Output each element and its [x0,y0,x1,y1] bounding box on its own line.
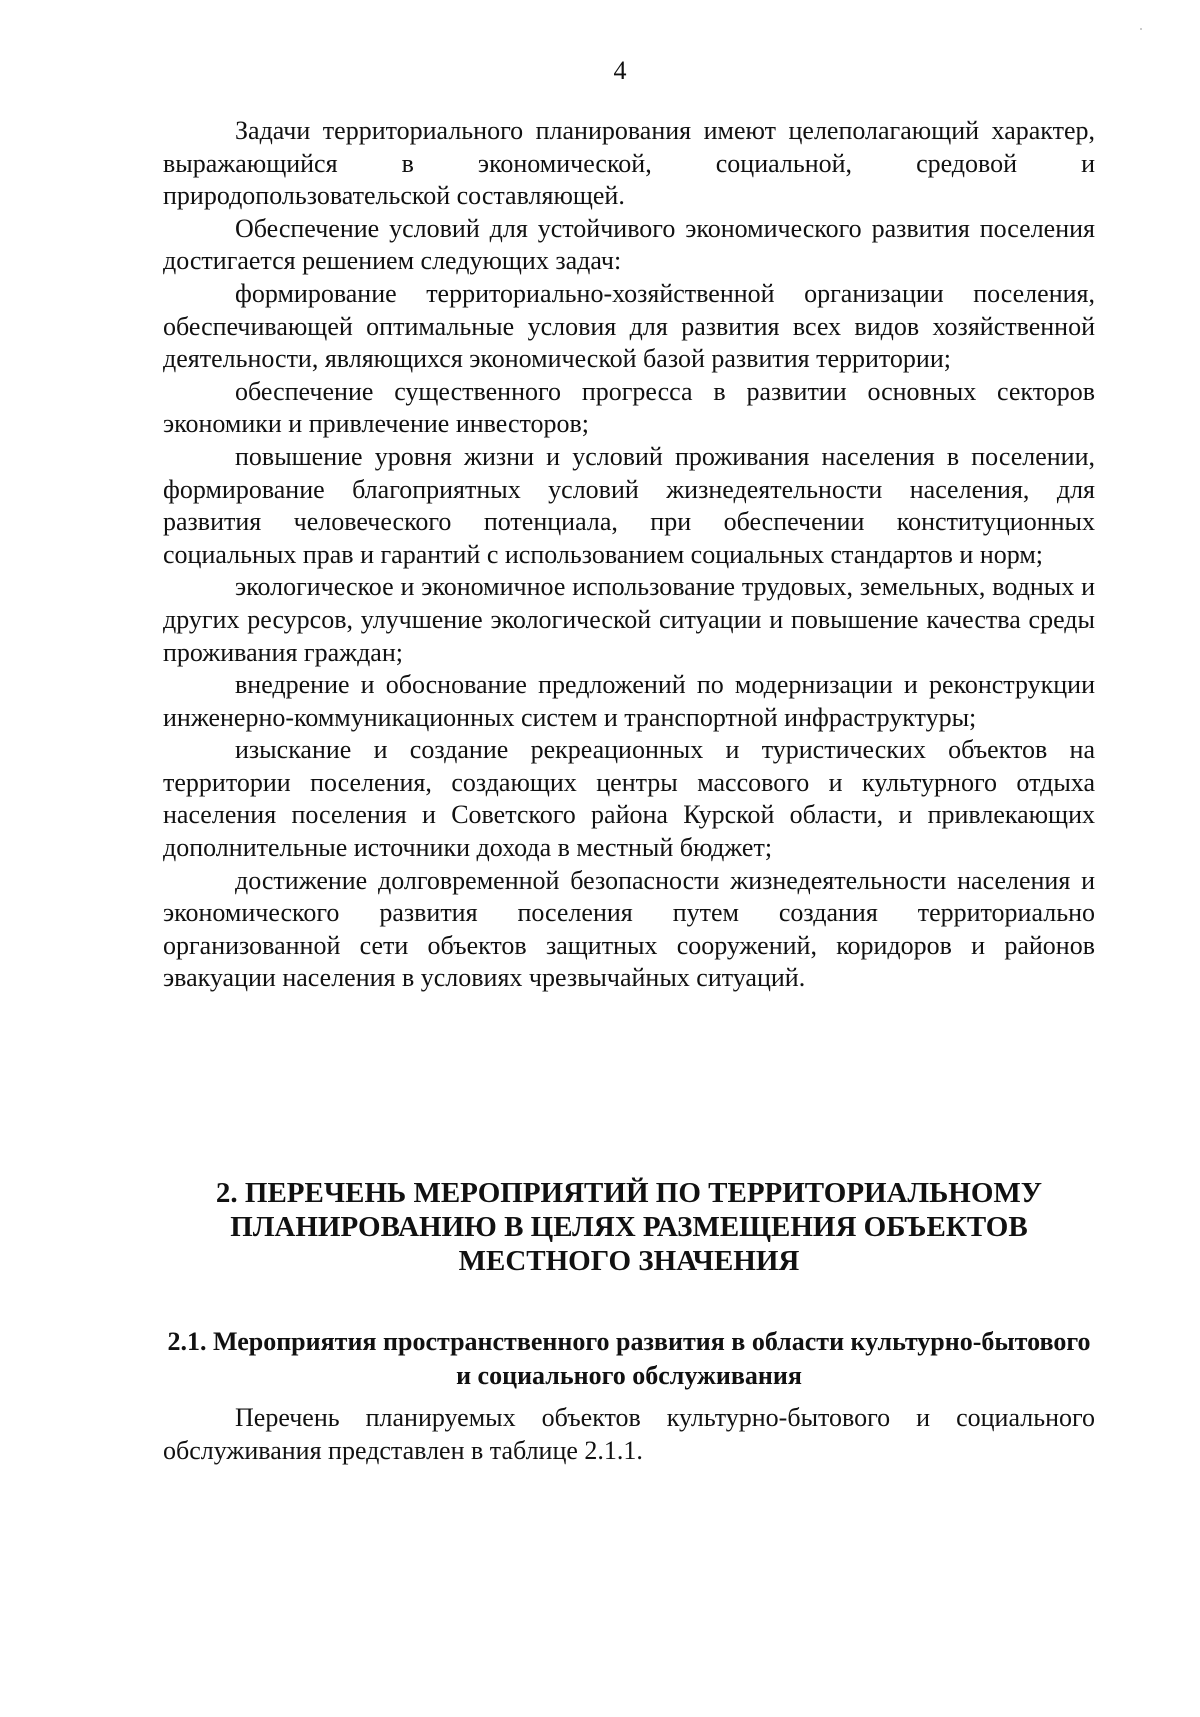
list-item-recreation: изыскание и создание рекреационных и туристических объектов на территории поселения, создающих центры массового и культурного отдыха населения поселения и Советского района Курской области, и привлекающих дополнительные источники дохода в местный бюджет; [163,735,1095,863]
paragraph-goals: Задачи территориального планирования имеют целеполагающий характер, выражающийся в экономической, социальной, средовой и природопользовательской составляющей. [163,116,1095,211]
list-item-economic-progress: обеспечение существенного прогресса в развитии основных секторов экономики и привлечение инвесторов; [163,376,1095,439]
list-item-safety: достижение долговременной безопасности жизнедеятельности населения и экономического развития поселения путем создания территориально организованной сети объектов защитных сооружений, коридоров и районов эвакуации населения в условиях чрезвычайных ситуаций. [163,865,1095,993]
section-title: 2. ПЕРЕЧЕНЬ МЕРОПРИЯТИЙ ПО ТЕРРИТОРИАЛЬНОМУ ПЛАНИРОВАНИЮ В ЦЕЛЯХ РАЗМЕЩЕНИЯ ОБЪЕКТОВ МЕСТНОГО ЗНАЧЕНИЯ [215,1177,1043,1277]
section-headings [163,1176,1095,1393]
body-text [163,115,1095,995]
list-item-living-standards: повышение уровня жизни и условий проживания населения в поселении, формирование благоприятных условий жизнедеятельности населения, для развития человеческого потенциала, при обеспечении конституционных социальных прав и гарантий с использованием социальных стандартов и норм; [163,441,1095,569]
list-item-resource-use: экологическое и экономичное использование трудовых, земельных, водных и других ресурсов, улучшение экологической ситуации и повышение качества среды проживания граждан; [163,572,1095,667]
page-number: 4 [613,56,627,85]
closing-text [163,1402,1095,1467]
paragraph-economic-conditions: Обеспечение условий для устойчивого экономического развития поселения достигается решением следующих задач: [163,213,1095,276]
subsection-title: 2.1. Мероприятия пространственного развития в области культурно-бытового и социального обслуживания [167,1327,1091,1390]
list-item-territorial-organization: формирование территориально-хозяйственной организации поселения, обеспечивающей оптимальные условия для развития всех видов хозяйственной деятельности, являющихся экономической базой развития территории; [163,278,1095,374]
paragraph-table-reference: Перечень планируемых объектов культурно-бытового и социального обслуживания представлен в таблице 2.1.1. [163,1403,1095,1465]
list-item-infrastructure: внедрение и обоснование предложений по модернизации и реконструкции инженерно-коммуникационных систем и транспортной инфраструктуры; [163,670,1095,732]
scan-speck [1140,28,1142,30]
